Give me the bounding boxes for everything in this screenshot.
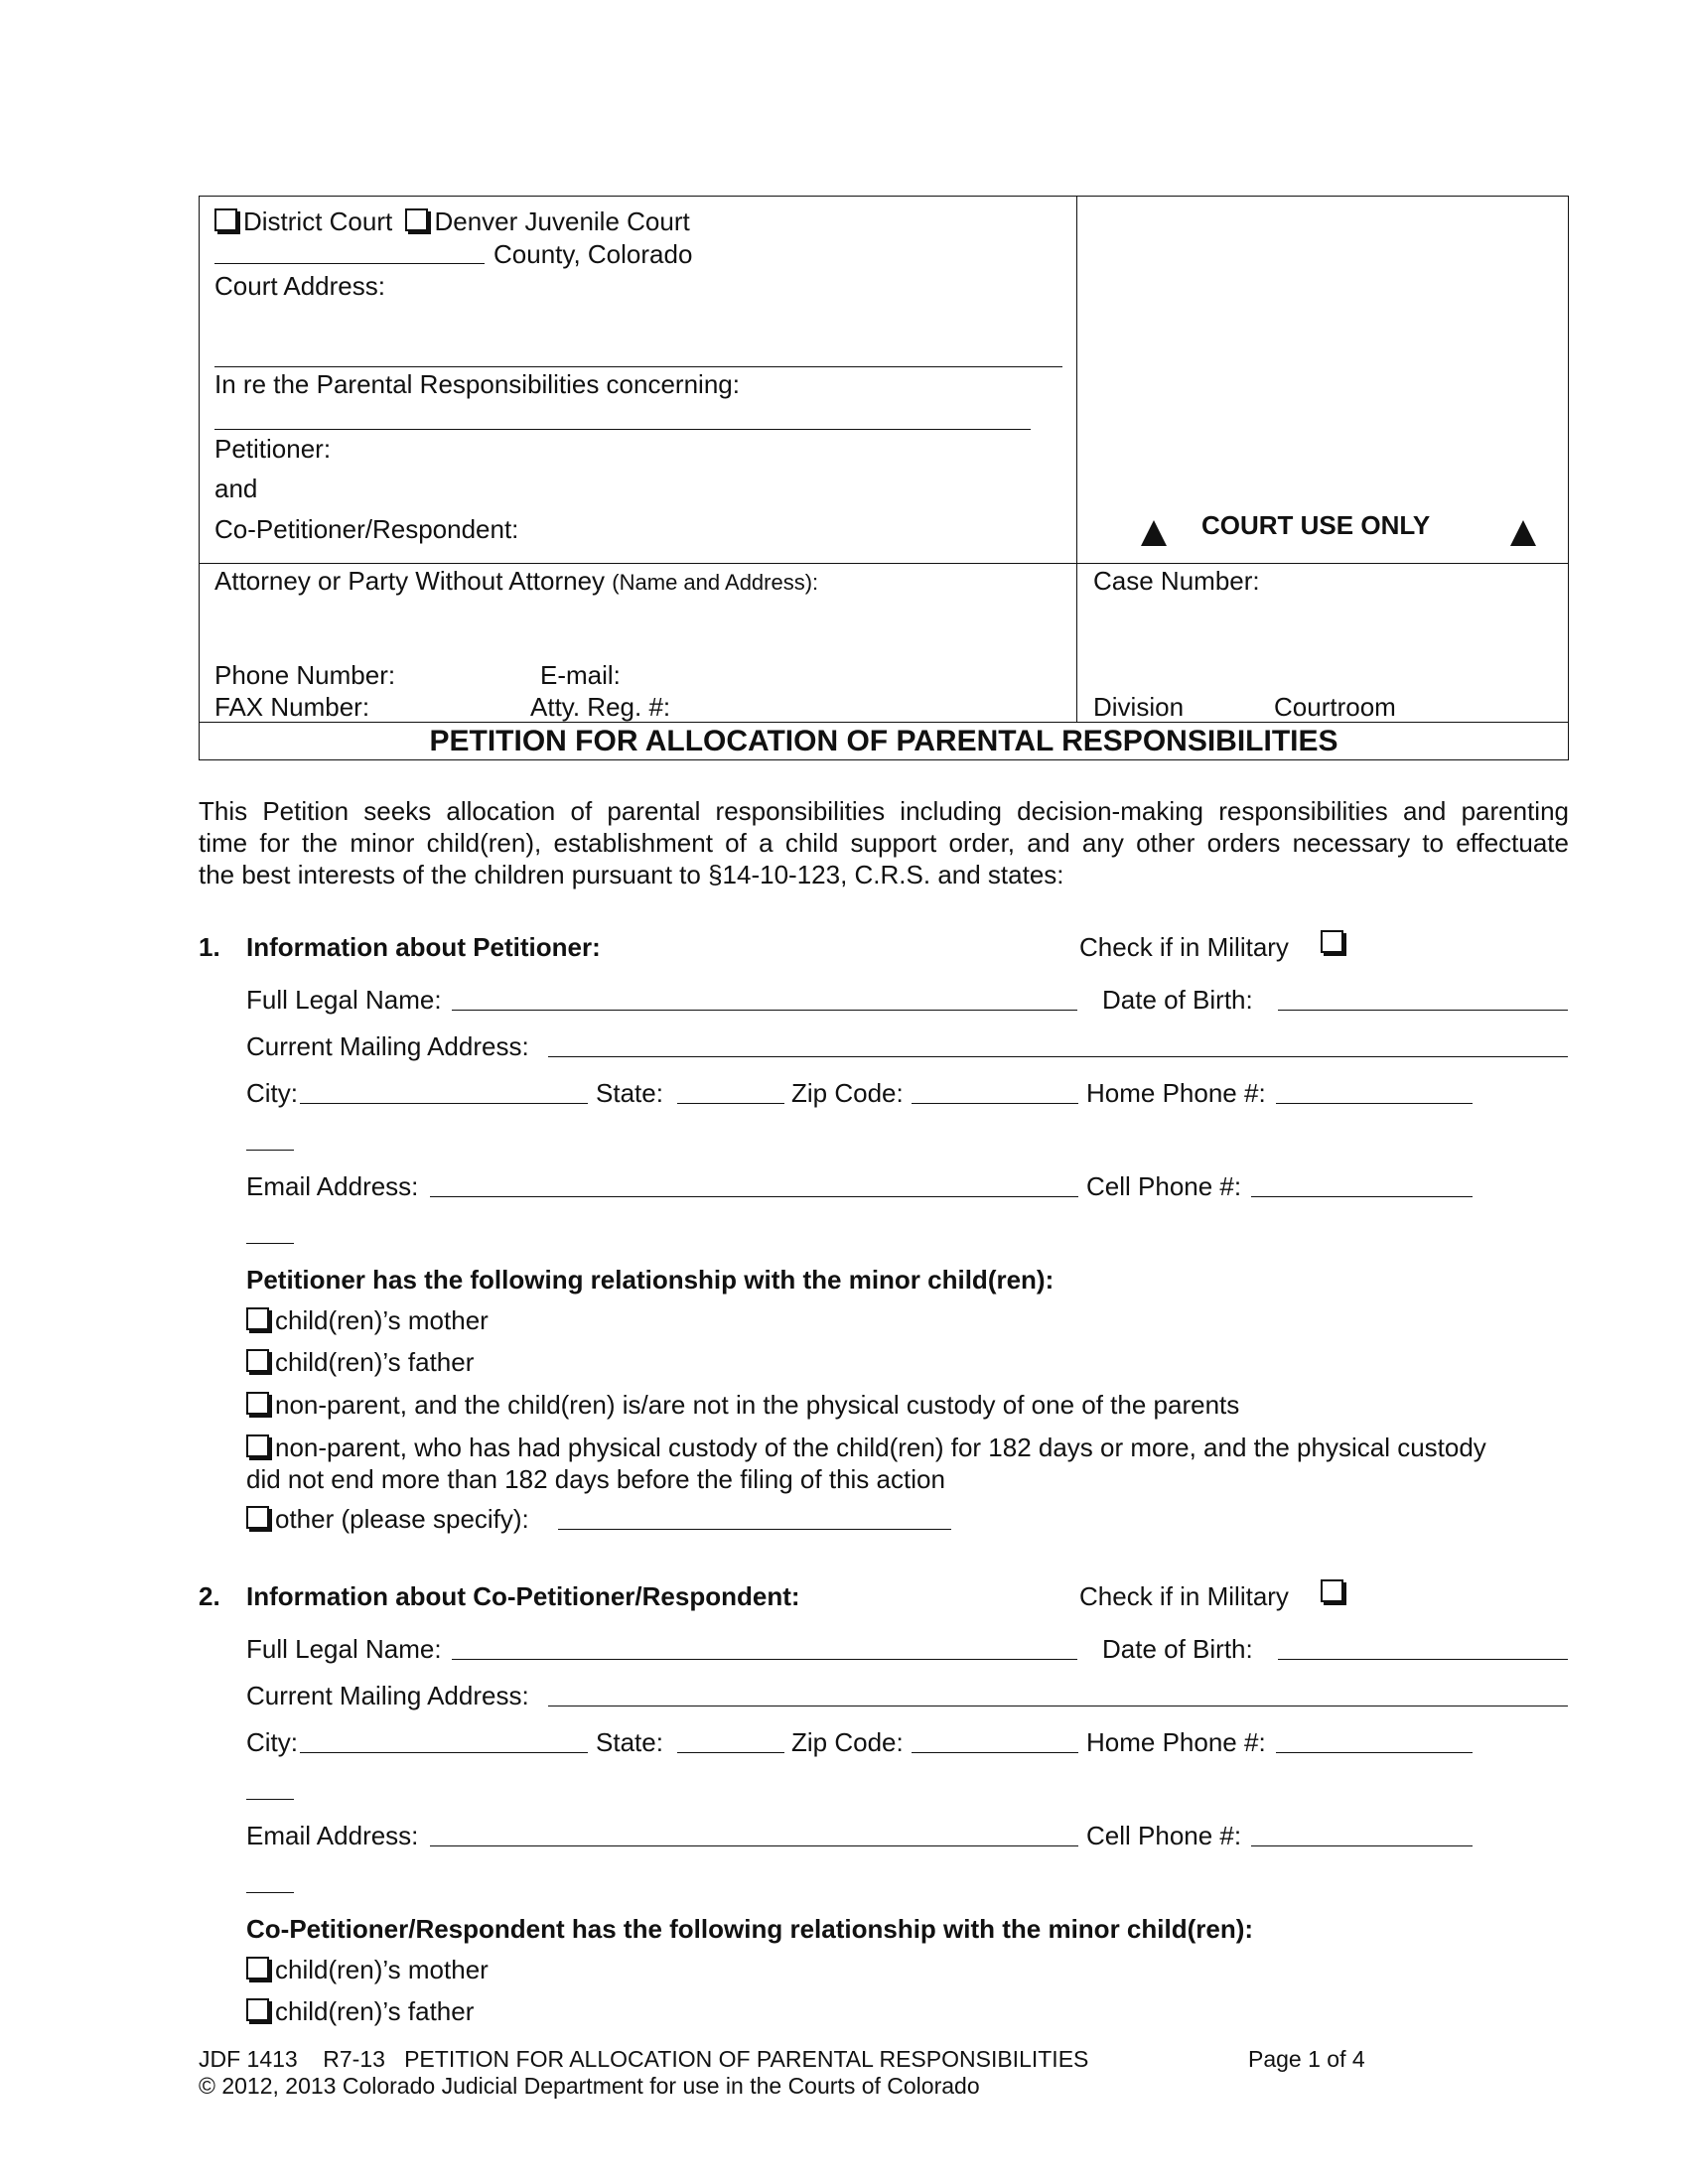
- mailing-address-label: Current Mailing Address:: [246, 1681, 529, 1710]
- cell-phone-field[interactable]: [1251, 1845, 1473, 1846]
- military-checkbox[interactable]: [1321, 1579, 1343, 1602]
- military-label: Check if in Military: [1079, 932, 1289, 962]
- court-address-label: Court Address:: [214, 271, 385, 301]
- relationship-option-cont: did not end more than 182 days before the filing of this action: [246, 1464, 945, 1494]
- home-phone-label: Home Phone #:: [1086, 1727, 1266, 1757]
- court-use-only-label: COURT USE ONLY: [1201, 510, 1431, 540]
- relationship-non-parent-custody-checkbox[interactable]: [246, 1434, 269, 1457]
- zip-label: Zip Code:: [791, 1727, 904, 1757]
- relationship-option: child(ren)’s mother: [246, 1305, 489, 1336]
- cell-phone-label: Cell Phone #:: [1086, 1171, 1242, 1201]
- home-phone-field-cont[interactable]: [246, 1150, 294, 1151]
- page-number: Page 1 of 4: [1248, 2046, 1365, 2072]
- and-label: and: [214, 474, 258, 503]
- email-address-label: Email Address:: [246, 1821, 419, 1850]
- atty-reg-label: Atty. Reg. #:: [530, 692, 671, 722]
- mailing-address-label: Current Mailing Address:: [246, 1031, 529, 1061]
- relationship-option: non-parent, and the child(ren) is/are not in the physical custody of one of the parents: [246, 1390, 1239, 1421]
- relationship-option: non-parent, who has had physical custody of the child(ren) for 182 days or more, and the physical custody: [246, 1433, 1486, 1463]
- form-id: JDF 1413 R7-13 PETITION FOR ALLOCATION OF PARENTAL RESPONSIBILITIES: [199, 2046, 1089, 2072]
- relationship-option: child(ren)’s father: [246, 1996, 474, 2027]
- section-heading: Information about Co-Petitioner/Respondent:: [246, 1581, 800, 1611]
- cell-phone-label: Cell Phone #:: [1086, 1821, 1242, 1850]
- email-label: E-mail:: [540, 660, 621, 690]
- denver-juvenile-court-label: Denver Juvenile Court: [434, 206, 690, 236]
- dob-label: Date of Birth:: [1102, 985, 1253, 1015]
- full-name-field[interactable]: [452, 1010, 1077, 1011]
- zip-label: Zip Code:: [791, 1078, 904, 1108]
- in-re-label: In re the Parental Responsibilities concerning:: [214, 369, 740, 399]
- intro-line: the best interests of the children pursuant to §14-10-123, C.R.S. and states:: [199, 860, 1064, 889]
- relationship-non-parent-checkbox[interactable]: [246, 1392, 269, 1415]
- full-name-label: Full Legal Name:: [246, 1634, 442, 1664]
- dob-field[interactable]: [1278, 1659, 1568, 1660]
- military-checkbox[interactable]: [1321, 930, 1343, 953]
- relationship-heading: Co-Petitioner/Respondent has the following relationship with the minor child(ren):: [246, 1914, 1254, 1944]
- cell-phone-field-cont[interactable]: [246, 1243, 294, 1244]
- full-name-field[interactable]: [452, 1659, 1077, 1660]
- city-field[interactable]: [300, 1103, 588, 1104]
- home-phone-label: Home Phone #:: [1086, 1078, 1266, 1108]
- state-label: State:: [596, 1078, 663, 1108]
- state-field[interactable]: [677, 1752, 784, 1753]
- military-label: Check if in Military: [1079, 1581, 1289, 1611]
- relationship-option: other (please specify):: [246, 1504, 529, 1535]
- section-heading: Information about Petitioner:: [246, 932, 601, 962]
- section-number: 2.: [199, 1581, 220, 1611]
- courtroom-label: Courtroom: [1274, 692, 1396, 722]
- county-field[interactable]: [214, 263, 485, 264]
- email-address-label: Email Address:: [246, 1171, 419, 1201]
- co-petitioner-label: Co-Petitioner/Respondent:: [214, 514, 519, 544]
- county-label: County, Colorado: [493, 239, 693, 269]
- mailing-address-field[interactable]: [548, 1056, 1568, 1057]
- relationship-option: child(ren)’s mother: [246, 1955, 489, 1985]
- intro-line: This Petition seeks allocation of parental responsibilities including decision-making responsibilities and parenting: [199, 796, 1569, 826]
- court-type-options: [214, 206, 690, 237]
- relationship-mother-checkbox[interactable]: [246, 1957, 269, 1979]
- relationship-father-checkbox[interactable]: [246, 1349, 269, 1372]
- relationship-father-checkbox[interactable]: [246, 1998, 269, 2021]
- cell-phone-field-cont[interactable]: [246, 1892, 294, 1893]
- form-title: PETITION FOR ALLOCATION OF PARENTAL RESPONSIBILITIES: [429, 725, 1338, 757]
- district-court-checkbox[interactable]: [214, 208, 237, 231]
- fax-number-label: FAX Number:: [214, 692, 370, 722]
- section-number: 1.: [199, 932, 220, 962]
- city-label: City:: [246, 1727, 298, 1757]
- zip-field[interactable]: [912, 1103, 1078, 1104]
- copyright: © 2012, 2013 Colorado Judicial Department for use in the Courts of Colorado: [199, 2073, 980, 2099]
- up-arrow-icon: [1510, 520, 1536, 546]
- full-name-label: Full Legal Name:: [246, 985, 442, 1015]
- dob-field[interactable]: [1278, 1010, 1568, 1011]
- state-field[interactable]: [677, 1103, 784, 1104]
- case-number-label: Case Number:: [1093, 566, 1260, 596]
- relationship-other-checkbox[interactable]: [246, 1506, 269, 1529]
- zip-field[interactable]: [912, 1752, 1078, 1753]
- petitioner-label: Petitioner:: [214, 434, 332, 464]
- email-address-field[interactable]: [430, 1196, 1078, 1197]
- state-label: State:: [596, 1727, 663, 1757]
- division-label: Division: [1093, 692, 1185, 722]
- other-specify-field[interactable]: [558, 1529, 951, 1530]
- city-field[interactable]: [300, 1752, 588, 1753]
- email-address-field[interactable]: [430, 1845, 1078, 1846]
- court-address-field[interactable]: [214, 366, 1062, 367]
- home-phone-field-cont[interactable]: [246, 1799, 294, 1800]
- relationship-mother-checkbox[interactable]: [246, 1307, 269, 1330]
- home-phone-field[interactable]: [1276, 1103, 1473, 1104]
- relationship-heading: Petitioner has the following relationship with the minor child(ren):: [246, 1265, 1055, 1295]
- phone-number-label: Phone Number:: [214, 660, 396, 690]
- denver-juvenile-court-checkbox[interactable]: [405, 208, 428, 231]
- city-label: City:: [246, 1078, 298, 1108]
- attorney-label: Attorney or Party Without Attorney (Name and Address):: [214, 566, 819, 596]
- dob-label: Date of Birth:: [1102, 1634, 1253, 1664]
- children-names-field[interactable]: [214, 429, 1031, 430]
- home-phone-field[interactable]: [1276, 1752, 1473, 1753]
- district-court-label: District Court: [243, 206, 393, 236]
- intro-line: time for the minor child(ren), establishment of a child support order, and any other orders necessary to effectuate: [199, 828, 1569, 858]
- relationship-option: child(ren)’s father: [246, 1347, 474, 1378]
- up-arrow-icon: [1141, 520, 1167, 546]
- cell-phone-field[interactable]: [1251, 1196, 1473, 1197]
